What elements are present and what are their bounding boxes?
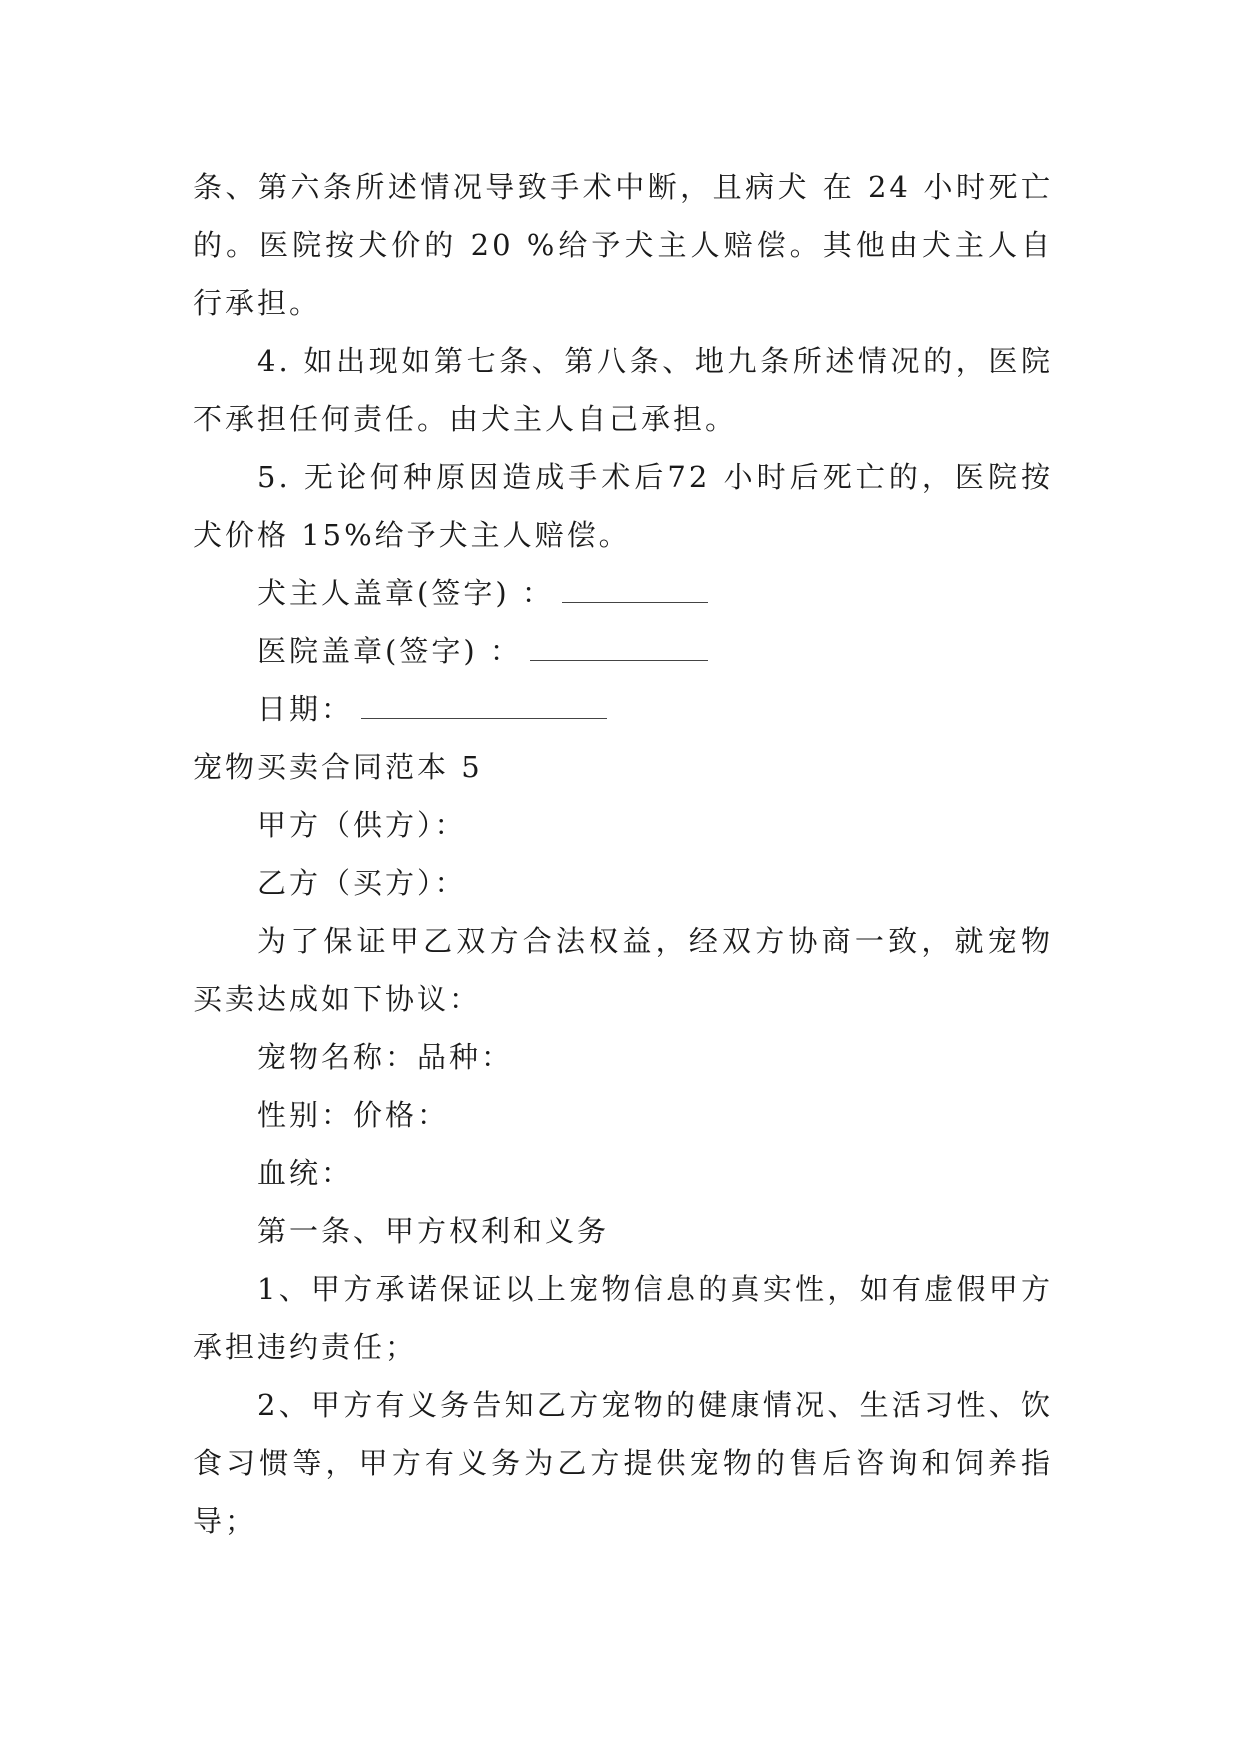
section-title: 宠物买卖合同范本 5 xyxy=(193,750,483,784)
owner-signature-blank xyxy=(562,576,708,603)
agreement-intro: 为了保证甲乙双方合法权益，经双方协商一致，就宠物买卖达成如下协议： xyxy=(193,924,1053,1016)
pet-name-breed-line: 宠物名称：品种： xyxy=(257,1040,514,1074)
paragraph-item-5: 5. 无论何种原因造成手术后72 小时后死亡的，医院按犬价格 15%给予犬主人赔偿。 xyxy=(193,460,1053,552)
hospital-signature-label: 医院盖章(签字) ： xyxy=(257,634,522,668)
document-body xyxy=(193,158,1053,1550)
hospital-signature-blank xyxy=(530,634,708,661)
party-b-line: 乙方（买方）： xyxy=(257,866,467,900)
bloodline-line: 血统： xyxy=(257,1156,354,1190)
date-line xyxy=(193,680,1053,738)
gender-price-line: 性别：价格： xyxy=(257,1098,450,1132)
paragraph-continuation: 条、第六条所述情况导致手术中断，且病犬 在 24 小时死亡的。医院按犬价的 20 %给予犬主人赔偿。其他由犬主人自行承担。 xyxy=(193,170,1053,320)
owner-signature-line xyxy=(193,564,1053,622)
owner-signature-label: 犬主人盖章(签字) ： xyxy=(257,576,554,610)
article-1-item-1: 1、甲方承诺保证以上宠物信息的真实性，如有虚假甲方承担违约责任； xyxy=(193,1272,1053,1364)
paragraph-item-4: 4. 如出现如第七条、第八条、地九条所述情况的，医院不承担任何责任。由犬主人自己承担。 xyxy=(193,344,1053,436)
date-blank xyxy=(361,692,607,719)
article-1-title: 第一条、甲方权利和义务 xyxy=(257,1214,610,1248)
date-label: 日期： xyxy=(257,692,354,726)
hospital-signature-line xyxy=(193,622,1053,680)
party-a-line: 甲方（供方）： xyxy=(257,808,467,842)
article-1-item-2: 2、甲方有义务告知乙方宠物的健康情况、生活习性、饮食习惯等，甲方有义务为乙方提供宠物的售后咨询和饲养指导； xyxy=(193,1388,1053,1538)
